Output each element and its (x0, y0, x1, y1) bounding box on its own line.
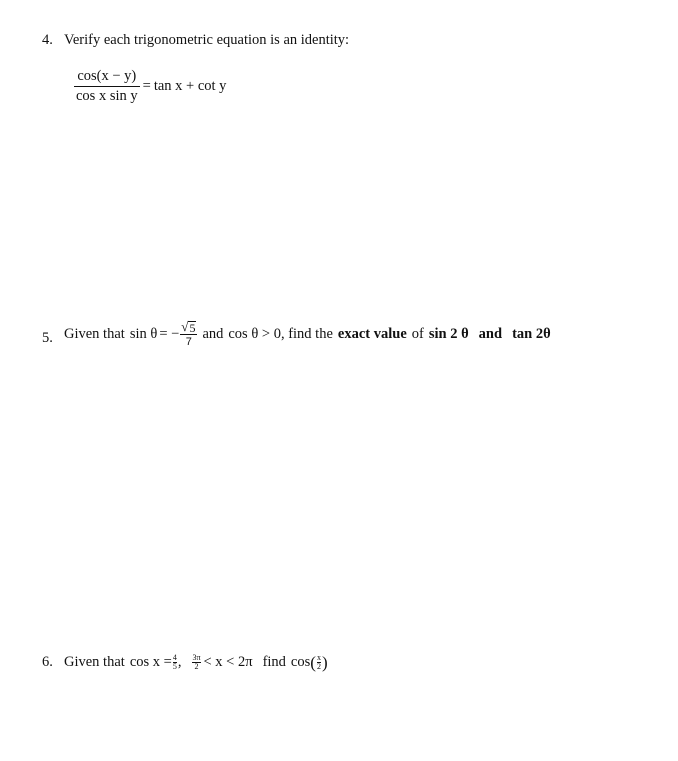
cos-condition: cos θ > 0 (228, 325, 281, 342)
problem-6-statement (64, 650, 328, 674)
target-fraction (317, 654, 321, 671)
find-text: find (262, 653, 286, 670)
cos-value-fraction (173, 654, 177, 671)
lhs-denominator: cos x sin y (76, 87, 138, 104)
exact-value-text: exact value (337, 325, 407, 342)
target-cos: cos (290, 653, 311, 670)
rhs-expression: tan x + cot y (153, 77, 227, 94)
sin-value-fraction (180, 320, 197, 348)
close-paren: ) (321, 652, 328, 672)
given-text: Given that (64, 653, 125, 670)
given-text: Given that (64, 325, 125, 342)
equals-sign: = (142, 77, 151, 94)
comma: , (177, 653, 182, 670)
and-bold-text: and (478, 325, 503, 342)
problem-5-statement (64, 313, 551, 355)
problem-4-number: 4. (42, 32, 53, 48)
range-rest: < x < 2π (203, 653, 253, 670)
target-denominator: 2 (316, 661, 321, 671)
of-text: of (411, 325, 424, 342)
range-denominator: 2 (194, 661, 199, 671)
fraction-denominator: 7 (185, 336, 192, 348)
find-text: , find the (280, 325, 333, 342)
target-sin-2theta: sin 2 θ (428, 325, 469, 342)
lhs-fraction (74, 68, 140, 105)
problem-4-instruction: Verify each trigonometric equation is an identity: (64, 32, 350, 48)
and-text: and (202, 325, 224, 342)
equals-minus: = − (159, 325, 180, 342)
frac-denominator: 5 (172, 661, 177, 671)
radical-sign: √ (181, 319, 189, 334)
cos-x-equals: cos x = (129, 653, 172, 670)
range-numerator: 3π (192, 652, 201, 662)
lhs-numerator: cos(x − y) (77, 67, 137, 84)
target-numerator: x (316, 652, 321, 662)
frac-numerator: 4 (172, 652, 177, 662)
problem-5-number: 5. (42, 330, 53, 346)
sin-theta: sin θ (129, 325, 158, 342)
radicand: 5 (189, 321, 196, 335)
problem-4-equation (74, 66, 226, 106)
sqrt-numerator (180, 320, 197, 334)
problem-6-number: 6. (42, 654, 53, 670)
target-tan-2theta: tan 2θ (512, 325, 551, 342)
range-lower-fraction (192, 654, 200, 671)
open-paren: ( (310, 652, 316, 672)
